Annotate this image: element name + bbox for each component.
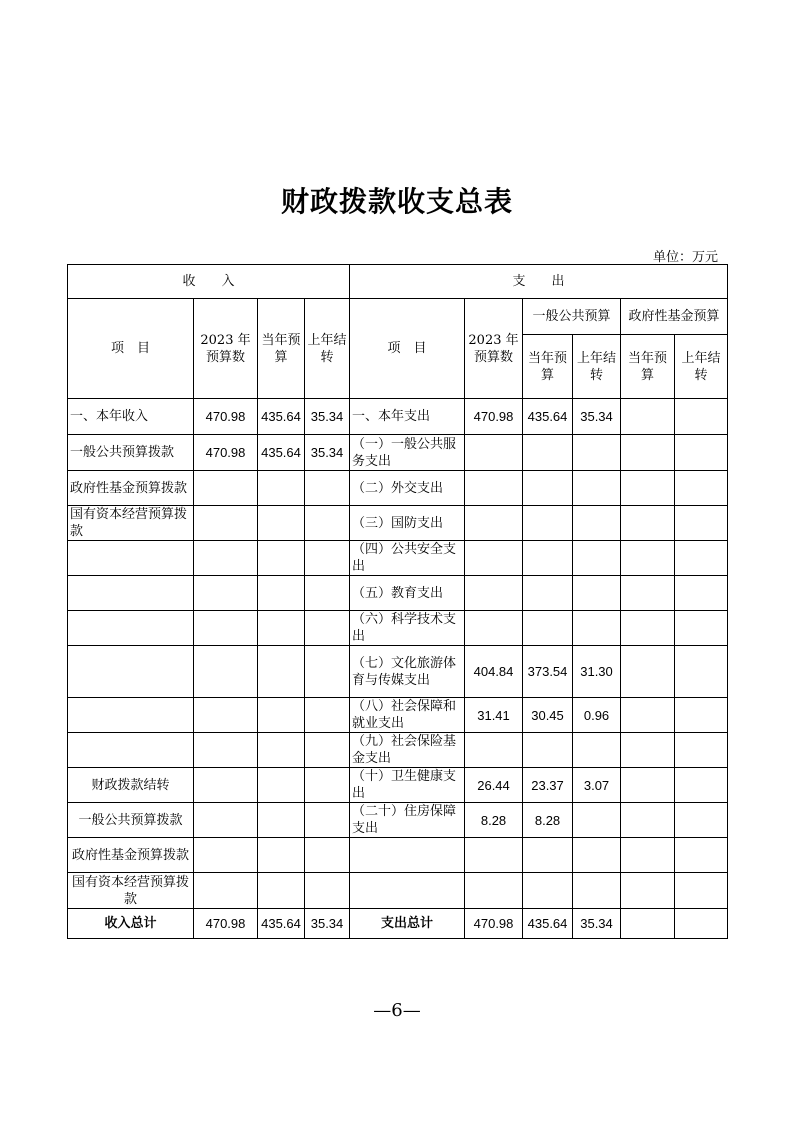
gf-carry-cell — [675, 698, 728, 733]
gp-carry-cell — [573, 435, 621, 471]
gp-current-cell — [523, 576, 573, 611]
income-budget-cell — [194, 768, 258, 803]
expense-item-cell: 支出总计 — [350, 909, 465, 939]
gf-carry-cell — [675, 646, 728, 698]
gf-current-cell — [621, 646, 675, 698]
gp-carry-header: 上年结转 — [573, 335, 621, 399]
gf-current-header: 当年预算 — [621, 335, 675, 399]
gf-current-cell — [621, 435, 675, 471]
expense-item-cell — [350, 838, 465, 873]
page-number: —6— — [373, 1000, 421, 1021]
table-row — [68, 399, 728, 435]
income-item-cell: 国有资本经营预算拨款 — [68, 506, 194, 541]
gp-carry-cell — [573, 873, 621, 909]
expense-item-header: 项 目 — [350, 299, 465, 399]
gf-carry-cell — [675, 611, 728, 646]
income-carry-cell — [305, 506, 350, 541]
income-current-header: 当年预算 — [258, 299, 305, 399]
expense-budget-cell: 26.44 — [465, 768, 523, 803]
gp-carry-cell — [573, 576, 621, 611]
gp-current-header: 当年预算 — [523, 335, 573, 399]
table-row — [68, 873, 728, 909]
gp-carry-cell — [573, 803, 621, 838]
income-carry-cell — [305, 698, 350, 733]
expense-item-cell: （九）社会保险基金支出 — [350, 733, 465, 768]
gp-carry-cell — [573, 611, 621, 646]
gp-current-cell: 8.28 — [523, 803, 573, 838]
income-item-cell — [68, 698, 194, 733]
expense-budget-cell — [465, 873, 523, 909]
income-budget-cell: 470.98 — [194, 435, 258, 471]
income-item-cell: 政府性基金预算拨款 — [68, 471, 194, 506]
income-item-cell — [68, 646, 194, 698]
gf-current-cell — [621, 471, 675, 506]
gp-current-cell: 435.64 — [523, 399, 573, 435]
income-current-cell: 435.64 — [258, 909, 305, 939]
income-carry-cell — [305, 733, 350, 768]
table-row — [68, 909, 728, 939]
gf-carry-cell — [675, 873, 728, 909]
gp-carry-cell — [573, 733, 621, 768]
table-row — [68, 506, 728, 541]
gf-carry-cell — [675, 733, 728, 768]
expense-budget-cell: 470.98 — [465, 909, 523, 939]
expense-budget-cell — [465, 576, 523, 611]
table-row — [68, 576, 728, 611]
expense-budget-cell — [465, 435, 523, 471]
gf-current-cell — [621, 838, 675, 873]
expense-budget-cell — [465, 838, 523, 873]
gf-current-cell — [621, 768, 675, 803]
gp-carry-cell: 3.07 — [573, 768, 621, 803]
expense-item-cell: （十）卫生健康支出 — [350, 768, 465, 803]
income-current-cell — [258, 803, 305, 838]
gp-carry-cell: 31.30 — [573, 646, 621, 698]
income-budget-cell — [194, 471, 258, 506]
table-row — [68, 698, 728, 733]
expense-budget-cell — [465, 733, 523, 768]
gov-fund-header: 政府性基金预算 — [621, 299, 728, 335]
income-carry-cell — [305, 768, 350, 803]
income-item-cell: 一般公共预算拨款 — [68, 435, 194, 471]
gf-current-cell — [621, 399, 675, 435]
expense-budget-cell — [465, 471, 523, 506]
income-carry-cell: 35.34 — [305, 435, 350, 471]
income-item-cell — [68, 611, 194, 646]
expense-item-cell: 一、本年支出 — [350, 399, 465, 435]
income-current-cell — [258, 471, 305, 506]
unit-label: 单位：万元 — [652, 250, 718, 265]
expense-budget-cell — [465, 541, 523, 576]
gp-current-cell: 435.64 — [523, 909, 573, 939]
income-budget-cell — [194, 646, 258, 698]
income-current-cell — [258, 646, 305, 698]
income-carry-cell — [305, 873, 350, 909]
income-budget-cell — [194, 541, 258, 576]
income-current-cell — [258, 611, 305, 646]
income-item-cell: 一般公共预算拨款 — [68, 803, 194, 838]
gp-current-cell — [523, 541, 573, 576]
income-current-cell — [258, 733, 305, 768]
gf-current-cell — [621, 506, 675, 541]
budget-table — [67, 264, 728, 939]
income-item-cell: 国有资本经营预算拨款 — [68, 873, 194, 909]
expense-budget-cell — [465, 506, 523, 541]
income-carry-header: 上年结转 — [305, 299, 350, 399]
table-row — [68, 733, 728, 768]
table-row — [68, 838, 728, 873]
gf-carry-header: 上年结转 — [675, 335, 728, 399]
expense-item-cell: （六）科学技术支出 — [350, 611, 465, 646]
expense-item-cell: （五）教育支出 — [350, 576, 465, 611]
income-budget-cell: 470.98 — [194, 399, 258, 435]
income-current-cell — [258, 838, 305, 873]
gf-carry-cell — [675, 803, 728, 838]
expense-budget-cell: 470.98 — [465, 399, 523, 435]
income-item-header: 项 目 — [68, 299, 194, 399]
gf-carry-cell — [675, 768, 728, 803]
income-carry-cell — [305, 541, 350, 576]
income-item-cell: 收入总计 — [68, 909, 194, 939]
expense-budget-cell: 31.41 — [465, 698, 523, 733]
income-carry-cell — [305, 576, 350, 611]
income-carry-cell — [305, 471, 350, 506]
income-carry-cell — [305, 646, 350, 698]
gp-current-cell — [523, 873, 573, 909]
gp-current-cell: 30.45 — [523, 698, 573, 733]
gp-carry-cell: 35.34 — [573, 909, 621, 939]
gf-carry-cell — [675, 399, 728, 435]
income-current-cell — [258, 541, 305, 576]
expense-item-cell: （二十）住房保障支出 — [350, 803, 465, 838]
gf-current-cell — [621, 541, 675, 576]
gf-current-cell — [621, 611, 675, 646]
income-current-cell — [258, 873, 305, 909]
expense-item-cell: （七）文化旅游体育与传媒支出 — [350, 646, 465, 698]
gf-carry-cell — [675, 471, 728, 506]
gf-carry-cell — [675, 576, 728, 611]
income-item-cell — [68, 576, 194, 611]
gf-current-cell — [621, 873, 675, 909]
gf-current-cell — [621, 803, 675, 838]
expense-item-cell: （三）国防支出 — [350, 506, 465, 541]
gf-carry-cell — [675, 838, 728, 873]
gp-carry-cell: 0.96 — [573, 698, 621, 733]
table-row — [68, 435, 728, 471]
income-carry-cell: 35.34 — [305, 909, 350, 939]
income-carry-cell — [305, 803, 350, 838]
gf-current-cell — [621, 698, 675, 733]
gp-current-cell: 23.37 — [523, 768, 573, 803]
income-header: 收 入 — [68, 265, 350, 299]
gp-current-cell — [523, 506, 573, 541]
income-budget-cell — [194, 803, 258, 838]
income-budget-cell — [194, 838, 258, 873]
table-row — [68, 541, 728, 576]
income-current-cell: 435.64 — [258, 399, 305, 435]
expense-item-cell: （八）社会保障和就业支出 — [350, 698, 465, 733]
page-title: 财政拨款收支总表 — [280, 185, 513, 218]
income-item-cell: 一、本年收入 — [68, 399, 194, 435]
gf-current-cell — [621, 909, 675, 939]
gf-carry-cell — [675, 435, 728, 471]
income-carry-cell — [305, 838, 350, 873]
table-row — [68, 646, 728, 698]
gf-current-cell — [621, 733, 675, 768]
gp-current-cell — [523, 838, 573, 873]
income-current-cell — [258, 768, 305, 803]
gp-carry-cell: 35.34 — [573, 399, 621, 435]
income-item-cell — [68, 733, 194, 768]
table-row — [68, 768, 728, 803]
income-item-cell — [68, 541, 194, 576]
gp-current-cell — [523, 733, 573, 768]
expense-item-cell: （二）外交支出 — [350, 471, 465, 506]
income-item-cell: 政府性基金预算拨款 — [68, 838, 194, 873]
income-current-cell: 435.64 — [258, 435, 305, 471]
gf-carry-cell — [675, 909, 728, 939]
income-item-cell: 财政拨款结转 — [68, 768, 194, 803]
gp-current-cell — [523, 611, 573, 646]
expense-budget-cell: 404.84 — [465, 646, 523, 698]
income-budget-cell — [194, 698, 258, 733]
expense-budget-header: 2023 年预算数 — [465, 299, 523, 399]
income-budget-cell — [194, 873, 258, 909]
income-current-cell — [258, 576, 305, 611]
gp-carry-cell — [573, 471, 621, 506]
income-budget-header: 2023 年预算数 — [194, 299, 258, 399]
expense-item-cell: （一）一般公共服务支出 — [350, 435, 465, 471]
income-carry-cell — [305, 611, 350, 646]
gp-carry-cell — [573, 541, 621, 576]
general-public-header: 一般公共预算 — [523, 299, 621, 335]
income-current-cell — [258, 698, 305, 733]
table-row — [68, 803, 728, 838]
gp-current-cell: 373.54 — [523, 646, 573, 698]
gp-current-cell — [523, 471, 573, 506]
income-budget-cell — [194, 733, 258, 768]
expense-budget-cell: 8.28 — [465, 803, 523, 838]
table-row — [68, 611, 728, 646]
gp-current-cell — [523, 435, 573, 471]
expense-item-cell: （四）公共安全支出 — [350, 541, 465, 576]
gp-carry-cell — [573, 506, 621, 541]
expense-header: 支 出 — [350, 265, 728, 299]
expense-budget-cell — [465, 611, 523, 646]
gp-carry-cell — [573, 838, 621, 873]
income-budget-cell — [194, 506, 258, 541]
expense-item-cell — [350, 873, 465, 909]
gf-carry-cell — [675, 541, 728, 576]
gf-carry-cell — [675, 506, 728, 541]
income-current-cell — [258, 506, 305, 541]
income-carry-cell: 35.34 — [305, 399, 350, 435]
income-budget-cell — [194, 576, 258, 611]
income-budget-cell: 470.98 — [194, 909, 258, 939]
gf-current-cell — [621, 576, 675, 611]
income-budget-cell — [194, 611, 258, 646]
table-row — [68, 471, 728, 506]
